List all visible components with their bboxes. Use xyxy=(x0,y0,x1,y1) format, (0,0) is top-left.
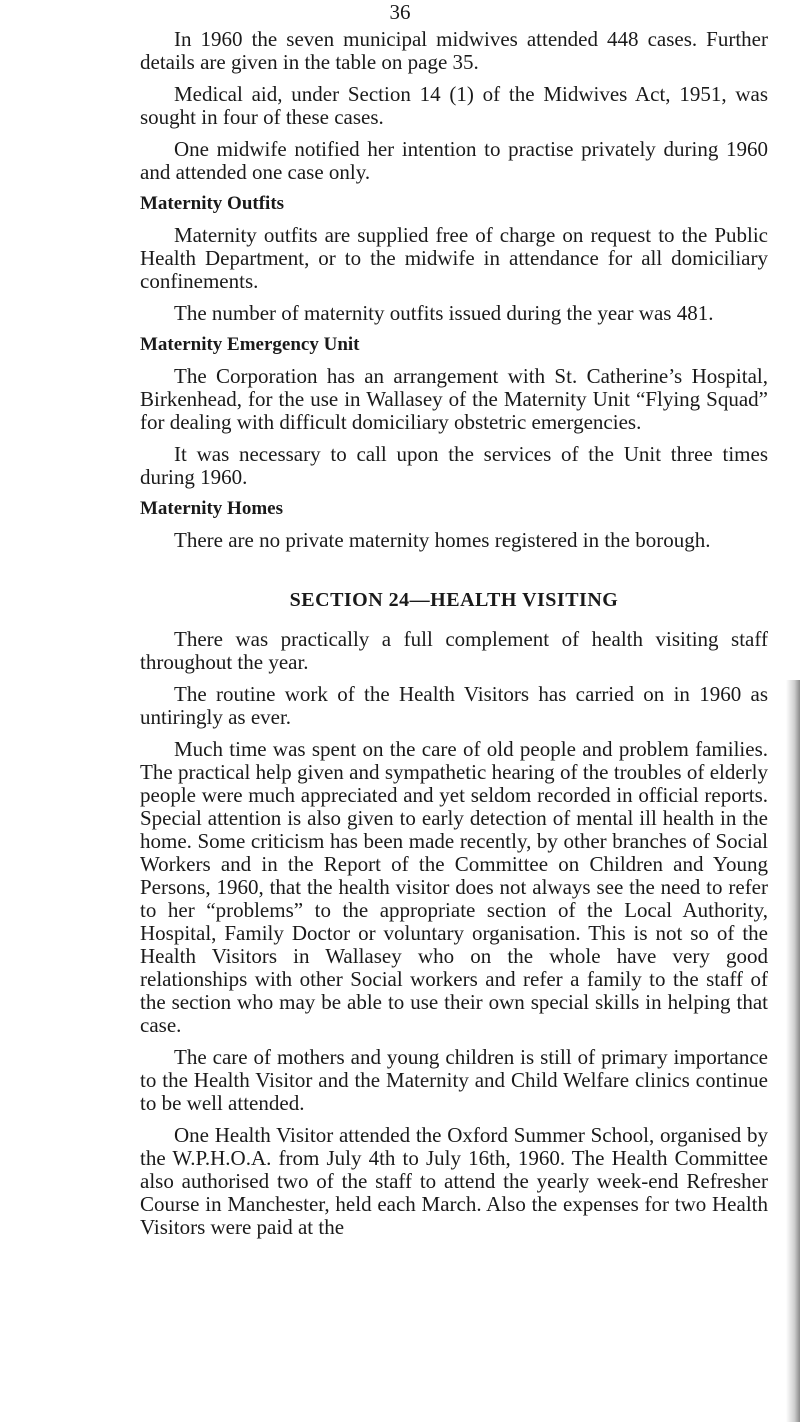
midwives-paragraph-1: In 1960 the seven municipal midwives attended 448 cases. Further details are given in the table on page 35. xyxy=(140,27,768,74)
health-visiting-paragraph-2: The routine work of the Health Visitors has carried on in 1960 as untiringly as ever. xyxy=(140,682,768,729)
emergency-unit-heading: Maternity Emergency Unit xyxy=(140,334,360,355)
health-visiting-paragraph-5: One Health Visitor attended the Oxford Summer School, organised by the W.P.H.O.A. from July 4th to July 16th, 1960. The Health Committee also authorised two of the staff to attend the yearly week-end Refresher Course in Manchester, held each March. Also the expenses for two Health Visitors were paid at the xyxy=(140,1123,768,1239)
midwives-paragraph-3: One midwife notified her intention to practise privately during 1960 and attended one case only. xyxy=(140,137,768,184)
emergency-unit-paragraph-2: It was necessary to call upon the services of the Unit three times during 1960. xyxy=(140,442,768,489)
page-number: 36 xyxy=(389,0,411,24)
maternity-homes-heading: Maternity Homes xyxy=(140,498,283,519)
health-visiting-paragraph-1: There was practically a full complement of health visiting staff throughout the year. xyxy=(140,627,768,674)
maternity-outfits-paragraph-2: The number of maternity outfits issued during the year was 481. xyxy=(174,301,714,325)
midwives-paragraph-2: Medical aid, under Section 14 (1) of the Midwives Act, 1951, was sought in four of these cases. xyxy=(140,82,768,129)
health-visiting-section-heading: SECTION 24—HEALTH VISITING xyxy=(289,589,619,611)
health-visiting-paragraph-4: The care of mothers and young children is still of primary importance to the Health Visitor and the Maternity and Child Welfare clinics continue to be well attended. xyxy=(140,1045,768,1115)
emergency-unit-paragraph-1: The Corporation has an arrangement with St. Catherine’s Hospital, Birkenhead, for the use in Wallasey of the Maternity Unit “Flying Squad” for dealing with difficult domiciliary obstetric emergencies. xyxy=(140,364,768,434)
maternity-outfits-heading: Maternity Outfits xyxy=(140,193,285,214)
maternity-outfits-paragraph-1: Maternity outfits are supplied free of charge on request to the Public Health Department, or to the midwife in attendance for all domiciliary confinements. xyxy=(140,223,768,293)
page-body xyxy=(140,28,768,1248)
health-visiting-paragraph-3: Much time was spent on the care of old people and problem families. The practical help given and sympathetic hearing of the troubles of elderly people were much appreciated and yet seldom recorded in official reports. Special attention is also given to early detection of mental ill health in the home. Some criticism has been made recently, by other branches of Social Workers and in the Report of the Committee on Children and Young Persons, 1960, that the health visitor does not always see the need to refer to her “problems” to the appropriate section of the Local Authority, Hospital, Family Doctor or voluntary organisation. This is not so of the Health Visitors in Wallasey who on the whole have very good relationships with other Social workers and refer a family to the staff of the section who may be able to use their own special skills in helping that case. xyxy=(140,737,768,1037)
page-binding-shadow xyxy=(786,680,800,1422)
maternity-homes-paragraph-1: There are no private maternity homes registered in the borough. xyxy=(174,528,711,552)
